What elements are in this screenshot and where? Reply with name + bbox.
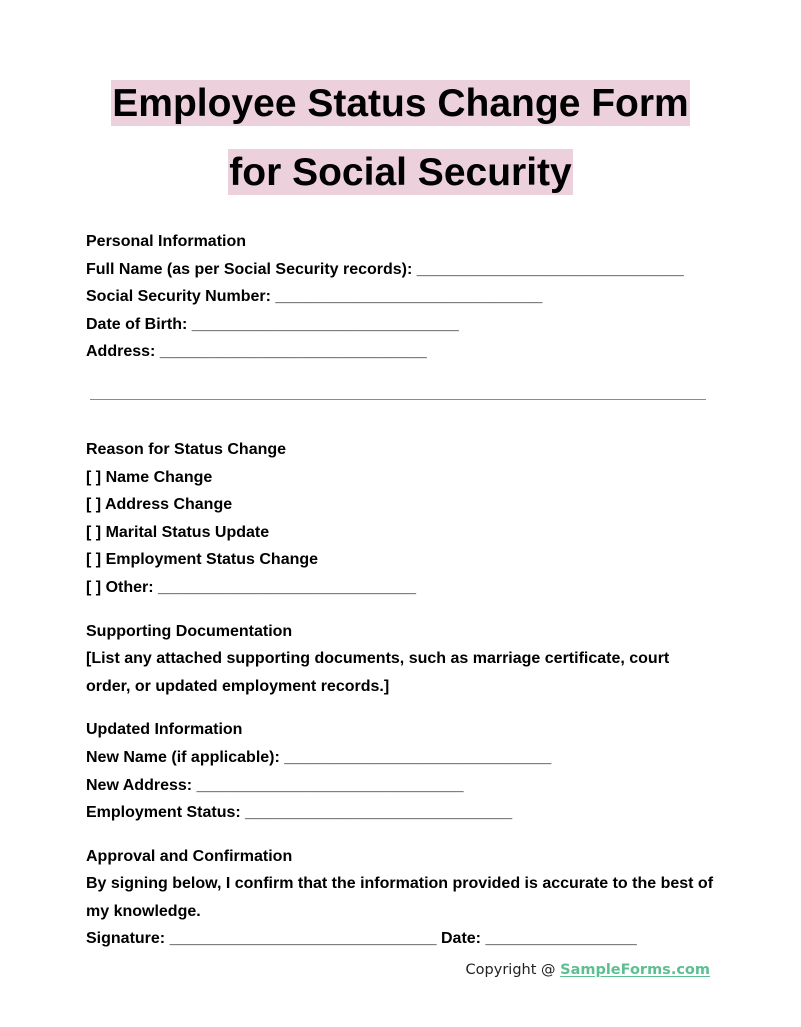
option-marital-status-update[interactable] [86, 519, 716, 547]
checkbox-icon[interactable]: [ ] [86, 523, 102, 541]
field-label: Full Name (as per Social Security records): [86, 260, 413, 278]
spacer [86, 700, 716, 716]
new-address-blank[interactable]: ______________________________ [196, 776, 464, 794]
section-supporting-documentation [86, 618, 716, 701]
title-line-2: for Social Security [229, 151, 572, 194]
checkbox-icon[interactable]: [ ] [86, 496, 102, 514]
section-heading: Approval and Confirmation [86, 847, 293, 865]
signature-date-row [86, 925, 716, 953]
section-approval-confirmation [86, 843, 716, 953]
confirmation-statement: By signing below, I confirm that the information provided is accurate to the best of my knowledge. [86, 875, 714, 920]
option-label: Address Change [104, 496, 233, 514]
option-label: Marital Status Update [105, 523, 270, 541]
checkbox-icon[interactable]: [ ] [86, 551, 102, 569]
horizontal-divider [90, 399, 706, 400]
sampleforms-link[interactable]: SampleForms.com [560, 962, 710, 978]
option-name-change[interactable] [86, 464, 716, 492]
other-blank[interactable]: _____________________________ [158, 578, 417, 596]
document-title [0, 80, 801, 195]
field-new-address [86, 772, 716, 800]
section-heading: Supporting Documentation [86, 622, 293, 640]
divider-container [86, 366, 716, 436]
field-address [86, 338, 716, 366]
option-label: Employment Status Change [105, 551, 319, 569]
field-label: Date of Birth: [86, 315, 188, 333]
signature-label: Signature: [86, 930, 166, 948]
option-label: Name Change [105, 468, 213, 486]
section-updated-information [86, 716, 716, 826]
supporting-docs-instructions: [List any attached supporting documents, such as marriage certificate, court order, or updated employment records.] [86, 650, 670, 695]
field-label: New Address: [86, 776, 193, 794]
section-heading: Personal Information [86, 233, 247, 250]
section-personal-information [86, 228, 716, 366]
field-label: Address: [86, 343, 156, 361]
field-label: Employment Status: [86, 804, 241, 822]
form-body [86, 228, 716, 953]
employment-status-blank[interactable]: ______________________________ [245, 804, 513, 822]
field-ssn [86, 283, 716, 311]
address-blank[interactable]: ______________________________ [159, 343, 427, 361]
date-blank[interactable]: _________________ [485, 930, 637, 948]
section-reason-for-change [86, 436, 716, 602]
new-name-blank[interactable]: ______________________________ [284, 748, 552, 766]
option-label: Other: [105, 578, 154, 596]
field-label: New Name (if applicable): [86, 748, 280, 766]
option-address-change[interactable] [86, 491, 716, 519]
title-line-1: Employee Status Change Form [112, 82, 689, 125]
dob-blank[interactable]: ______________________________ [191, 315, 459, 333]
spacer [86, 602, 716, 618]
option-other[interactable] [86, 574, 716, 602]
option-employment-status-change[interactable] [86, 546, 716, 574]
field-employment-status [86, 799, 716, 827]
ssn-blank[interactable]: ______________________________ [275, 288, 543, 306]
section-heading: Updated Information [86, 721, 243, 739]
checkbox-icon[interactable]: [ ] [86, 468, 102, 486]
checkbox-icon[interactable]: [ ] [86, 578, 102, 596]
section-heading: Reason for Status Change [86, 440, 287, 458]
spacer [86, 827, 716, 843]
field-full-name [86, 256, 716, 284]
field-new-name [86, 744, 716, 772]
copyright-text: Copyright @ [465, 962, 561, 978]
field-label: Social Security Number: [86, 288, 271, 306]
date-label: Date: [440, 930, 481, 948]
field-date-of-birth [86, 311, 716, 339]
signature-blank[interactable]: ______________________________ [169, 930, 437, 948]
copyright-footer [466, 962, 710, 978]
full-name-blank[interactable]: ______________________________ [416, 260, 684, 278]
